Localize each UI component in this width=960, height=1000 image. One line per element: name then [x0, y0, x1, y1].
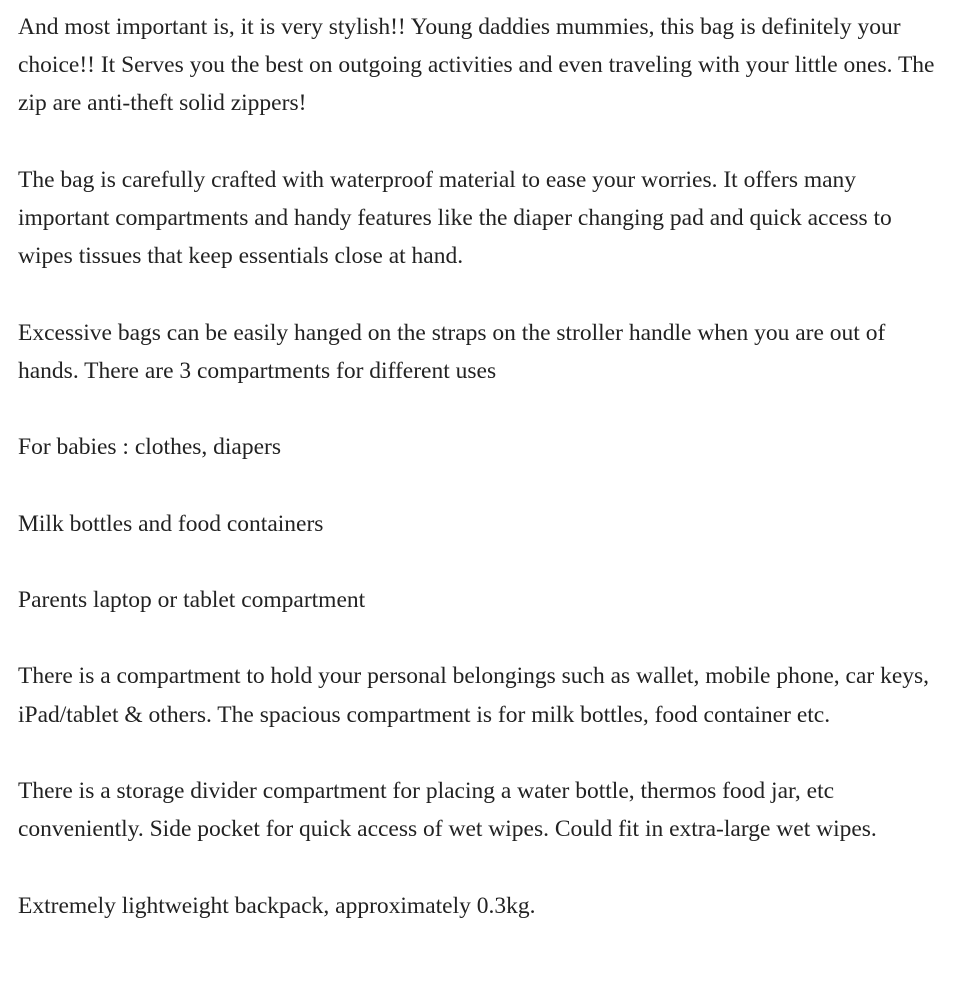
paragraph-waterproof: The bag is carefully crafted with waterproof material to ease your worries. It offers many important compartments and handy features like the diaper changing pad and quick access to wipes tissues that keep essentials close at hand. — [18, 166, 892, 270]
paragraph-storage-divider: There is a storage divider compartment for placing a water bottle, thermos food jar, etc conveniently. Side pocket for quick access of wet wipes. Could fit in extra-large wet wipes. — [18, 777, 877, 843]
paragraph-weight: Extremely lightweight backpack, approximately 0.3kg. — [18, 892, 536, 919]
compartment-milk-bottles: Milk bottles and food containers — [18, 510, 324, 537]
compartment-laptop: Parents laptop or tablet compartment — [18, 586, 366, 613]
paragraph-personal-belongings: There is a compartment to hold your personal belongings such as wallet, mobile phone, car keys, iPad/tablet & others. The spacious compartment is for milk bottles, food container etc. — [18, 663, 930, 728]
compartment-babies: For babies : clothes, diapers — [18, 434, 282, 461]
paragraph-style: And most important is, it is very stylish!! Young daddies mummies, this bag is definitely your choice!! It Serves you the best on outgoing activities and even traveling with your little ones. The zip are anti-theft solid zippers! — [18, 14, 935, 117]
paragraph-stroller-straps: Excessive bags can be easily hanged on the straps on the stroller handle when you are out of hands. There are 3 compartments for different uses — [18, 319, 886, 384]
